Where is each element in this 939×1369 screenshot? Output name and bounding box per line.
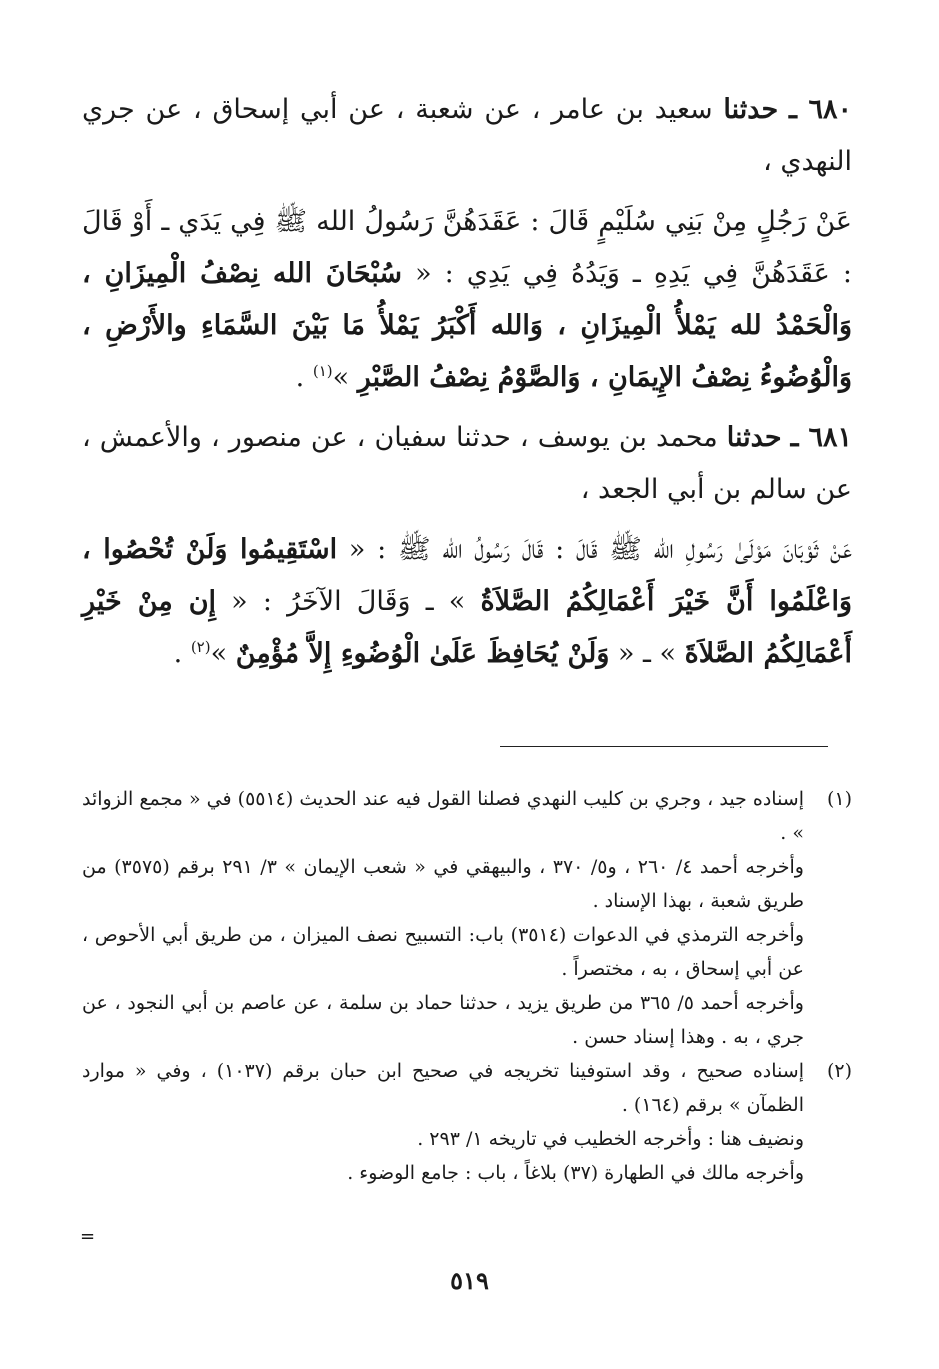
- footnote-line: ونضيف هنا : وأخرجه الخطيب في تاريخه ١/ ٢٩٣ .: [417, 1128, 804, 1150]
- connector-text: » ـ «: [609, 638, 685, 669]
- main-text: [82, 84, 852, 688]
- quote-close: »: [332, 362, 358, 393]
- hadith-number: ٦٨١ ـ: [790, 422, 852, 453]
- footnote-1: [82, 782, 852, 1054]
- matn-intro: عَنْ ثَوْبَانَ مَوْلَىٰ رَسُولِ الله ﷺ قَالَ : قَالَ رَسُولُ الله ﷺ : «: [337, 534, 852, 565]
- sentence-end: .: [173, 638, 191, 669]
- footnote-ref: (١): [312, 362, 333, 380]
- prophetic-quote: سُبْحَانَ الله نِصْفُ الْمِيزَانِ ، وَالْحَمْدُ لله يَمْلأُ الْمِيزَانِ ، وَالله أَكْبَرُ يَمْلأُ مَا بَيْنَ السَّمَاءِ والأَرْضِ ، وَالْوُضُوءُ نِصْفُ الإِيمَانِ ، وَالصَّوْمُ نِصْفُ الصَّبْرِ: [82, 258, 852, 393]
- footnotes: [82, 782, 852, 1190]
- sentence-end: .: [295, 362, 313, 393]
- footnote-line: وأخرجه أحمد ٤/ ٢٦٠ ، و٥/ ٣٧٠ ، والبيهقي في « شعب الإيمان » ٣/ ٢٩١ برقم (٣٥٧٥) من طريق شعبة ، بهذا الإسناد .: [82, 856, 804, 912]
- footnote-line: إسناده جيد ، وجري بن كليب النهدي فصلنا القول فيه عند الحديث (٥٥١٤) في « مجمع الزوائد » .: [82, 788, 805, 844]
- continuation-mark: =: [80, 1226, 96, 1247]
- hadith-680-isnad: [82, 84, 852, 188]
- footnote-ref: (٢): [190, 638, 211, 656]
- footnote-line: وأخرجه مالك في الطهارة (٣٧) بلاغاً ، باب : جامع الوضوء .: [347, 1162, 804, 1184]
- footnote-2: [82, 1054, 852, 1190]
- prophetic-quote: إِن مِنْ خَيْرِ أَعْمَالِكُمُ الصَّلاَةَ: [82, 586, 852, 669]
- hadith-681-isnad: [82, 412, 852, 516]
- hadith-lead: حدثنا: [723, 94, 779, 125]
- footnote-line: إسناده صحيح ، وقد استوفينا تخريجه في صحيح ابن حبان برقم (١٠٣٧) ، وفي « موارد الظمآن » برقم (١٦٤) .: [82, 1060, 804, 1116]
- prophetic-quote: اسْتَقِيمُوا وَلَنْ تُحْصُوا ، وَاعْلَمُوا أَنَّ خَيْرَ أَعْمَالِكُمُ الصَّلاَةُ: [82, 534, 852, 617]
- footnote-number: (٢): [826, 1060, 852, 1082]
- footnote-separator: [500, 746, 828, 747]
- hadith-680-matn: [82, 196, 852, 404]
- hadith-lead: حدثنا: [726, 422, 782, 453]
- matn-intro: عَنْ رَجُلٍ مِنْ بَنِي سُلَيْمٍ قَالَ : عَقَدَهُنَّ رَسُولُ الله ﷺ فِي يَدَي ـ أَوْ قَالَ : عَقَدَهُنَّ فِي يَدِهِ ـ وَيَدُهُ فِي يَدِي : «: [82, 206, 852, 289]
- hadith-681-matn: [82, 524, 852, 680]
- quote-close: »: [210, 638, 236, 669]
- footnote-number: (١): [826, 788, 852, 810]
- prophetic-quote: وَلَنْ يُحَافِظَ عَلَىٰ الْوُضُوءِ إِلاَّ مُؤْمِنٌ: [235, 638, 610, 669]
- footnote-line: وأخرجه أحمد ٥/ ٣٦٥ من طريق يزيد ، حدثنا حماد بن سلمة ، عن عاصم بن أبي النجود ، عن جري ، به . وهذا إسناد حسن .: [82, 992, 804, 1048]
- isnad-text: محمد بن يوسف ، حدثنا سفيان ، عن منصور ، والأعمش ، عن سالم بن أبي الجعد ،: [82, 422, 852, 505]
- isnad-text: سعيد بن عامر ، عن شعبة ، عن أبي إسحاق ، عن جري النهدي ،: [82, 94, 852, 177]
- connector-text: » ـ وَقَالَ الآخَرُ : «: [216, 586, 481, 617]
- page-number: ٥١٩: [450, 1266, 489, 1295]
- footnote-line: وأخرجه الترمذي في الدعوات (٣٥١٤) باب: التسبيح نصف الميزان ، من طريق أبي الأحوص ، عن أبي إسحاق ، به ، مختصراً .: [82, 924, 804, 980]
- hadith-number: ٦٨٠ ـ: [788, 94, 852, 125]
